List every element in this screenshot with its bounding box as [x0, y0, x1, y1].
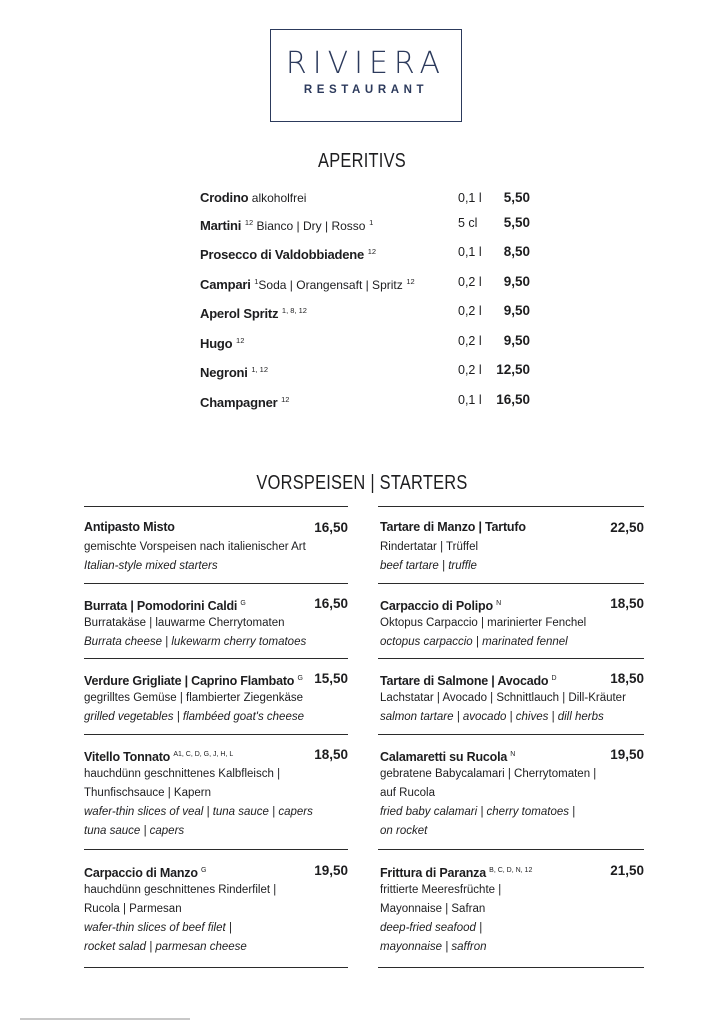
drink-size: 0,2 l [458, 363, 482, 377]
dish-description-en: grilled vegetables | flambéed goat's cheese [84, 711, 304, 723]
dish-price: 21,50 [610, 863, 644, 878]
dish-description-en: octopus carpaccio | marinated fennel [380, 636, 568, 648]
dish-description-en: on rocket [380, 825, 428, 837]
dish-description-de: Burratakäse | lauwarme Cherrytomaten [84, 617, 285, 629]
allergen-codes: G [201, 867, 207, 874]
allergen-codes: 12 [367, 247, 377, 256]
drink-title: Aperol Spritz [200, 306, 279, 321]
divider [84, 506, 348, 507]
divider [378, 583, 644, 584]
dish-description-en: tuna sauce | capers [84, 825, 185, 837]
dish-description-de: Mayonnaise | Safran [380, 903, 486, 915]
divider [84, 967, 348, 968]
menu-item-header [84, 861, 348, 881]
menu-item [84, 594, 348, 652]
drink-price: 9,50 [503, 303, 530, 318]
menu-item [380, 861, 644, 957]
drink-title: Champagner [200, 395, 278, 410]
menu-item-header [380, 669, 644, 689]
allergen-codes: 12 [244, 218, 254, 227]
menu-item-header [380, 745, 644, 765]
dish-price: 18,50 [610, 596, 644, 611]
menu-item [84, 745, 348, 841]
drink-name [200, 188, 306, 208]
allergen-codes: 1, 12 [251, 365, 269, 374]
dish-title: Carpaccio di Manzo [84, 866, 198, 880]
allergen-codes: D [551, 675, 557, 682]
dish-description-en: rocket salad | parmesan cheese [84, 941, 247, 953]
dish-description-de: Lachstatar | Avocado | Schnittlauch | Dill-Kräuter [380, 692, 626, 704]
drink-price: 12,50 [496, 362, 530, 377]
divider [378, 849, 644, 850]
dish-description-de: hauchdünn geschnittenes Kalbfleisch | [84, 768, 281, 780]
menu-item-header [84, 669, 348, 689]
dish-description-de: gebratene Babycalamari | Cherrytomaten | [380, 768, 597, 780]
drink-row [200, 188, 530, 208]
dish-price: 16,50 [314, 520, 348, 535]
starters-heading: VORSPEISEN | STARTERS [256, 472, 468, 494]
logo-subtitle: RESTAURANT [303, 84, 429, 96]
allergen-codes: A1, C, D, G, J, H, L [173, 751, 234, 758]
drink-title: Campari [200, 277, 251, 292]
dish-title: Vitello Tonnato [84, 750, 171, 764]
drink-size: 5 cl [458, 216, 478, 230]
drink-name [200, 360, 268, 383]
allergen-codes: 1, 8, 12 [281, 306, 307, 315]
drink-price: 16,50 [496, 392, 530, 407]
drink-name [200, 390, 289, 413]
aperitifs-heading: APERITIVS [318, 150, 406, 172]
allergen-codes: N [496, 600, 502, 607]
drink-description: Bianco | Dry | Rosso [253, 219, 366, 233]
dish-description-de: Rindertatar | Trüffel [380, 541, 479, 553]
drink-size: 0,1 l [458, 393, 482, 407]
menu-item [380, 669, 644, 727]
menu-item [380, 518, 644, 576]
drink-price: 5,50 [503, 215, 530, 230]
allergen-codes: 12 [236, 336, 245, 345]
dish-description-en: beef tartare | truffle [380, 560, 477, 572]
dish-price: 18,50 [610, 671, 644, 686]
dish-title: Tartare di Manzo | Tartufo [380, 520, 526, 534]
dish-description-de: gegrilltes Gemüse | flambierter Ziegenkäse [84, 692, 304, 704]
dish-price: 18,50 [314, 747, 348, 762]
drink-row [200, 360, 530, 380]
drink-price: 5,50 [503, 190, 530, 205]
drink-title: Negroni [200, 365, 248, 380]
allergen-codes: G [240, 600, 246, 607]
drink-title: Prosecco di Valdobbiadene [200, 247, 365, 262]
logo-name: RIVIERA [285, 46, 447, 81]
allergen-codes: N [510, 751, 516, 758]
drink-row [200, 272, 530, 292]
menu-item-header [380, 594, 644, 614]
drink-name [200, 213, 373, 236]
dish-price: 22,50 [610, 520, 644, 535]
allergen-codes: G [297, 675, 303, 682]
menu-item [84, 669, 348, 727]
dish-price: 19,50 [610, 747, 644, 762]
drink-size: 0,2 l [458, 334, 482, 348]
allergen-codes: B, C, D, N, 12 [489, 867, 533, 874]
divider [378, 658, 644, 659]
dish-price: 16,50 [314, 596, 348, 611]
dish-description-en: salmon tartare | avocado | chives | dill herbs [380, 711, 604, 723]
drink-name [200, 242, 376, 265]
menu-item-header [380, 518, 644, 538]
menu-item-header [84, 518, 348, 538]
allergen-codes: 12 [406, 277, 415, 286]
restaurant-logo [270, 29, 462, 122]
menu-item [84, 518, 348, 576]
dish-description-en: deep-fried seafood | [380, 922, 483, 934]
drink-row [200, 390, 530, 410]
dish-description-en: wafer-thin slices of veal | tuna sauce | capers [84, 806, 313, 818]
divider [84, 583, 348, 584]
dish-description-de: Rucola | Parmesan [84, 903, 182, 915]
menu-item-header [84, 594, 348, 614]
drink-description: alkoholfrei [248, 191, 307, 205]
dish-title: Burrata | Pomodorini Caldi [84, 599, 238, 613]
allergen-codes: 1 [369, 218, 374, 227]
dish-title: Frittura di Paranza [380, 866, 486, 880]
drink-size: 0,2 l [458, 304, 482, 318]
dish-description-de: hauchdünn geschnittenes Rinderfilet | [84, 884, 277, 896]
drink-size: 0,1 l [458, 191, 482, 205]
drink-size: 0,2 l [458, 275, 482, 289]
dish-title: Tartare di Salmone | Avocado [380, 674, 549, 688]
drink-price: 9,50 [503, 274, 530, 289]
menu-item [380, 745, 644, 841]
dish-price: 15,50 [314, 671, 348, 686]
drink-row [200, 213, 530, 233]
dish-description-en: Italian-style mixed starters [84, 560, 218, 572]
divider [378, 967, 644, 968]
drink-price: 8,50 [503, 244, 530, 259]
dish-description-en: mayonnaise | saffron [380, 941, 487, 953]
dish-description-en: wafer-thin slices of beef filet | [84, 922, 232, 934]
dish-description-de: Oktopus Carpaccio | marinierter Fenchel [380, 617, 587, 629]
dish-title: Calamaretti su Rucola [380, 750, 508, 764]
drink-price: 9,50 [503, 333, 530, 348]
drink-title: Crodino [200, 190, 249, 205]
divider [378, 506, 644, 507]
dish-title: Carpaccio di Polipo [380, 599, 493, 613]
divider [84, 658, 348, 659]
drink-description: Soda | Orangensaft | Spritz [258, 278, 403, 292]
drink-row [200, 242, 530, 262]
menu-item [84, 861, 348, 957]
drink-name [200, 272, 415, 295]
dish-description-de: frittierte Meeresfrüchte | [380, 884, 502, 896]
menu-item [380, 594, 644, 652]
menu-item-header [84, 745, 348, 765]
divider [378, 734, 644, 735]
scan-edge [20, 1018, 190, 1020]
drink-name [200, 331, 244, 354]
dish-description-de: Thunfischsauce | Kapern [84, 787, 212, 799]
allergen-codes: 1 [254, 277, 259, 286]
drink-title: Hugo [200, 336, 233, 351]
drink-name [200, 301, 307, 324]
drink-row [200, 331, 530, 351]
drink-row [200, 301, 530, 321]
drink-title: Martini [200, 218, 242, 233]
divider [84, 849, 348, 850]
dish-description-en: Burrata cheese | lukewarm cherry tomatoes [84, 636, 307, 648]
menu-item-header [380, 861, 644, 881]
dish-description-de: gemischte Vorspeisen nach italienischer Art [84, 541, 306, 553]
allergen-codes: 12 [281, 395, 290, 404]
dish-price: 19,50 [314, 863, 348, 878]
dish-title: Antipasto Misto [84, 520, 175, 534]
divider [84, 734, 348, 735]
dish-description-en: fried baby calamari | cherry tomatoes | [380, 806, 576, 818]
drink-size: 0,1 l [458, 245, 482, 259]
dish-title: Verdure Grigliate | Caprino Flambato [84, 674, 295, 688]
dish-description-de: auf Rucola [380, 787, 435, 799]
